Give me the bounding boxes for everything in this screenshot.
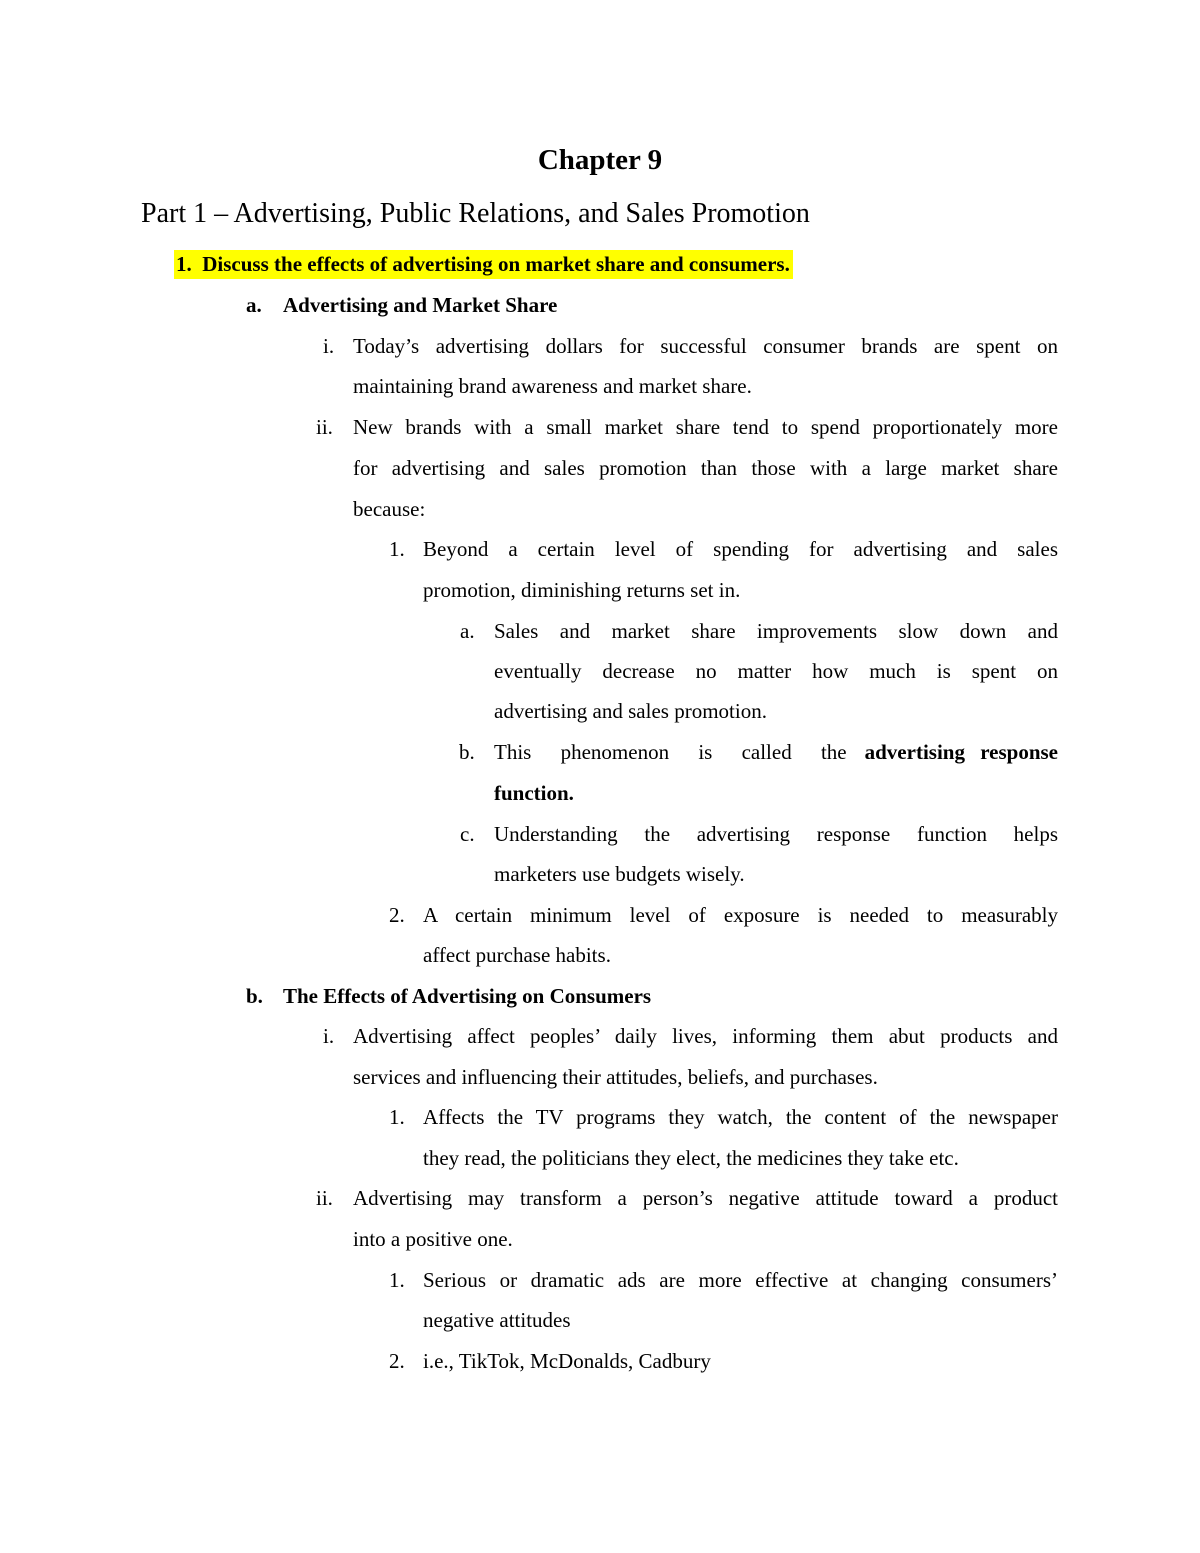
section-b-i-line1: Advertising affect peoples’ daily lives, informing them abut products and <box>353 1024 1058 1048</box>
section-b-i-1-marker: 1. <box>389 1105 405 1129</box>
section-a-ii-1-a-line1: Sales and market share improvements slow down and <box>494 619 1058 643</box>
section-a-ii-1-c-line1: Understanding the advertising response function helps <box>494 822 1058 846</box>
section-b-heading: The Effects of Advertising on Consumers <box>283 984 652 1008</box>
section-a-ii-2-marker: 2. <box>389 903 405 927</box>
question-1-highlight <box>174 250 793 279</box>
section-a-ii-marker: ii. <box>316 415 333 439</box>
section-b-ii-marker: ii. <box>316 1186 333 1210</box>
section-a-i-line2: maintaining brand awareness and market share. <box>353 374 752 398</box>
section-b-ii-line2: into a positive one. <box>353 1227 513 1251</box>
question-1-text: Discuss the effects of advertising on market share and consumers. <box>202 252 790 276</box>
section-b-i-line2: services and influencing their attitudes, beliefs, and purchases. <box>353 1065 878 1089</box>
section-a-ii-1-b-text: This phenomenon is called the <box>494 740 847 764</box>
section-a-ii-1-a-line3: advertising and sales promotion. <box>494 699 767 723</box>
section-a-ii-line2: for advertising and sales promotion than those with a large market share <box>353 456 1058 480</box>
section-a-ii-2-line2: affect purchase habits. <box>423 943 611 967</box>
section-b-ii-1-line2: negative attitudes <box>423 1308 571 1332</box>
section-a-ii-1-b-bold-term: advertising response <box>864 740 1058 764</box>
section-a-ii-1-b-line1 <box>494 742 1058 763</box>
question-1-marker: 1. <box>176 252 192 276</box>
section-a-i-marker: i. <box>323 334 335 358</box>
section-b-i-marker: i. <box>323 1024 335 1048</box>
section-a-ii-1-a-marker: a. <box>460 619 475 643</box>
section-b-ii-2-marker: 2. <box>389 1349 405 1373</box>
section-b-i-1-line1: Affects the TV programs they watch, the content of the newspaper <box>423 1105 1058 1129</box>
section-b-marker: b. <box>246 984 263 1008</box>
section-a-ii-1-c-marker: c. <box>460 822 475 846</box>
section-a-ii-2-line1: A certain minimum level of exposure is needed to measurably <box>423 903 1058 927</box>
section-a-ii-1-a-line2: eventually decrease no matter how much is spent on <box>494 659 1058 683</box>
section-b-ii-1-marker: 1. <box>389 1268 405 1292</box>
section-b-ii-2-line1: i.e., TikTok, McDonalds, Cadbury <box>423 1349 711 1373</box>
section-a-ii-line1: New brands with a small market share tend to spend proportionately more <box>353 415 1058 439</box>
section-a-ii-1-marker: 1. <box>389 537 405 561</box>
section-a-marker: a. <box>246 293 262 317</box>
section-a-ii-1-b-marker: b. <box>459 740 475 764</box>
section-a-ii-1-line2: promotion, diminishing returns set in. <box>423 578 741 602</box>
part-title: Part 1 – Advertising, Public Relations, and Sales Promotion <box>141 198 810 229</box>
section-a-i-line1: Today’s advertising dollars for successful consumer brands are spent on <box>353 334 1058 358</box>
section-a-ii-1-b-line2: function. <box>494 781 574 805</box>
section-b-ii-line1: Advertising may transform a person’s negative attitude toward a product <box>353 1186 1058 1210</box>
section-a-heading: Advertising and Market Share <box>283 293 558 317</box>
section-b-ii-1-line1: Serious or dramatic ads are more effective at changing consumers’ <box>423 1268 1058 1292</box>
section-a-ii-1-c-line2: marketers use budgets wisely. <box>494 862 745 886</box>
section-a-ii-1-line1: Beyond a certain level of spending for advertising and sales <box>423 537 1058 561</box>
chapter-title: Chapter 9 <box>537 144 663 176</box>
question-1 <box>174 254 793 275</box>
section-b-i-1-line2: they read, the politicians they elect, the medicines they take etc. <box>423 1146 959 1170</box>
section-a-ii-line3: because: <box>353 497 426 521</box>
